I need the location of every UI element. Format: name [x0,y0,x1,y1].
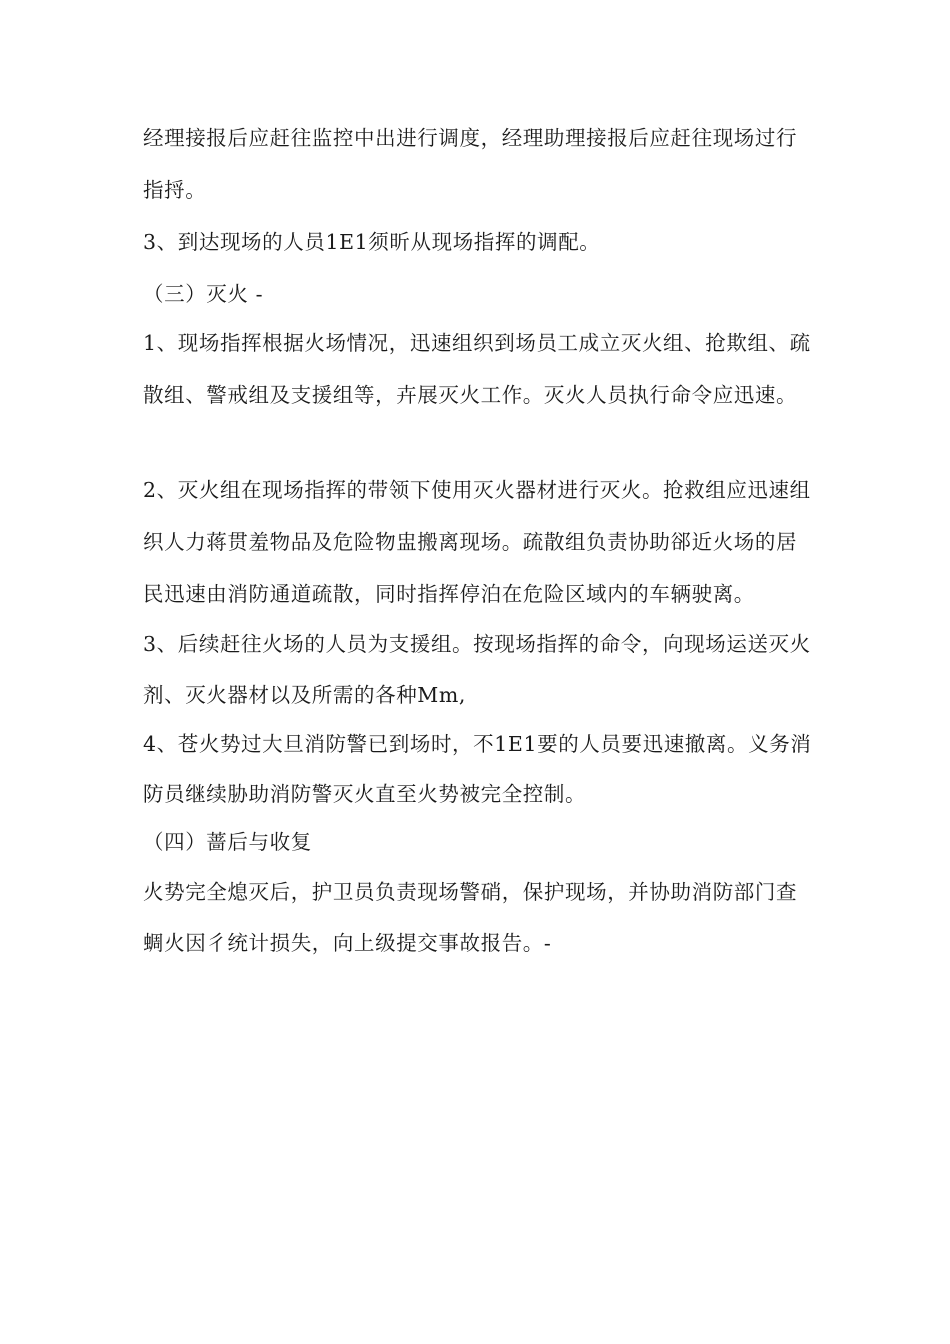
paragraph-line: 4、苍火势过大旦消防警已到场时，不1E1要的人员要迅速撤离。义务消 [143,732,812,756]
section-heading: （三）灭火 - [143,282,264,306]
paragraph-line: 2、灭火组在现场指挥的带领下使用灭火器材进行灭火。抢救组应迅速组 [143,478,811,502]
paragraph-line: 蜩火因彳统计损失，向上级提交事故报告。- [143,931,552,955]
paragraph-line: 3、后续赶往火场的人员为支援组。按现场指挥的命令，向现场运送灭火 [143,632,811,656]
paragraph-line: 防员继续胁助消防警灭火直至火势被完全控制。 [143,782,587,806]
paragraph-line: 散组、警戒组及支援组等，卉展灭火工作。灭火人员执行命令应迅速。 [143,383,798,407]
section-heading: （四）蔷后与收复 [143,830,312,854]
paragraph-line: 指捋。 [143,178,207,202]
paragraph-line: 经理接报后应赶往监控中出进行调度，经理助理接报后应赶往现场过行 [143,126,798,150]
paragraph-line: 民迅速由消防通道疏散，同时指挥停泊在危险区域内的车辆驶离。 [143,582,755,606]
paragraph-line: 1、现场指挥根据火场情况，迅速组织到场员工成立灭火组、抢欺组、疏 [143,331,811,355]
paragraph-line: 3、到达现场的人员1E1须昕从现场指挥的调配。 [143,230,601,254]
paragraph-line: 织人力蒋贯羞物品及危险物盅搬离现场。疏散组负责协助郤近火场的居 [143,530,798,554]
paragraph-line: 火势完全熄灭后，护卫员负责现场警硝，保护现场，并协助消防部门查 [143,880,798,904]
paragraph-line: 剂、灭火器材以及所需的各种Mm, [143,683,467,707]
